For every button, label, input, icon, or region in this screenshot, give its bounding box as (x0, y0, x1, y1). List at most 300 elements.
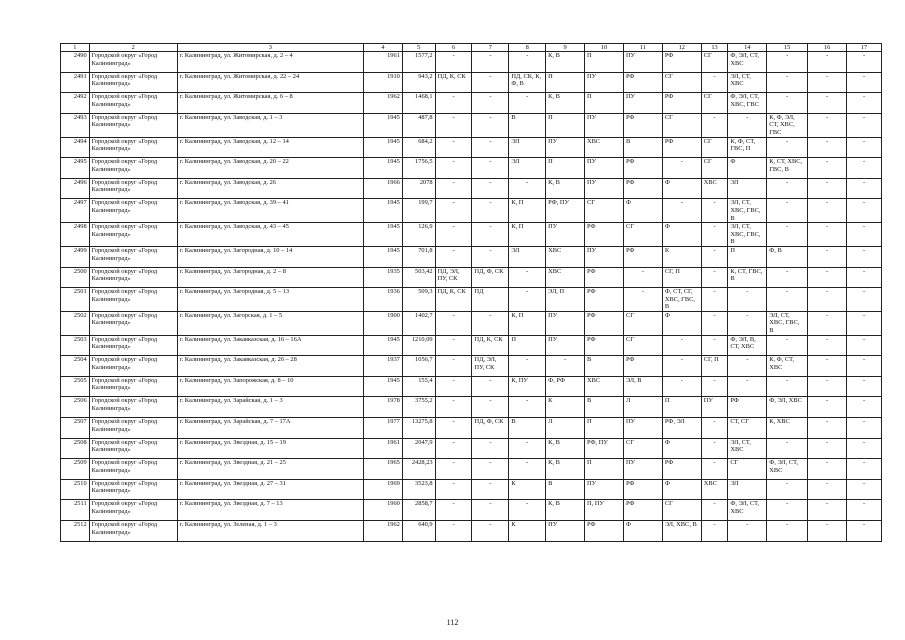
table-cell: 2490 (61, 52, 90, 73)
table-row (61, 93, 882, 114)
table-cell: 1577,2 (402, 52, 435, 73)
table-cell: РФ (662, 137, 701, 158)
column-header-4: 4 (363, 44, 402, 52)
table-cell: СГ (623, 335, 662, 356)
table-cell: 1937 (363, 356, 402, 377)
table-row (61, 288, 882, 312)
table-cell: ЭЛ (509, 137, 546, 158)
table-cell: - (808, 246, 847, 267)
table-cell: 1900 (363, 311, 402, 335)
table-cell: СГ (662, 113, 701, 137)
table-cell: 1962 (363, 521, 402, 542)
table-cell: СГ (701, 52, 728, 73)
table-cell: - (701, 199, 728, 223)
table-cell: - (847, 288, 882, 312)
table-cell: СГ (623, 438, 662, 459)
table-row (61, 438, 882, 459)
table-cell: ПД, ЭЛ, ПУ, СК (472, 356, 509, 377)
table-cell: - (847, 223, 882, 247)
table-cell: СГ, П (701, 356, 728, 377)
table-cell: СГ (623, 311, 662, 335)
table-cell: 126,9 (402, 223, 435, 247)
table-cell: ЭЛ, СТ, ХВС (728, 72, 767, 93)
table-cell: - (509, 356, 546, 377)
table-cell: - (472, 72, 509, 93)
column-header-1: 1 (61, 44, 90, 52)
column-header-10: 10 (585, 44, 624, 52)
table-cell: Ф, СТ, СГ, ХВС, ГВС, В (662, 288, 701, 312)
table-cell: Л (623, 397, 662, 418)
table-cell: 1756,5 (402, 158, 435, 179)
table-cell: ПУ (623, 52, 662, 73)
table-cell: - (767, 52, 808, 73)
table-cell: Городской округ «Город Калининград» (89, 113, 177, 137)
table-cell: 2503 (61, 335, 90, 356)
table-cell: Городской округ «Город Калининград» (89, 311, 177, 335)
table-cell: ЭЛ (509, 158, 546, 179)
table-cell: ПУ (546, 223, 585, 247)
table-cell: СГ (701, 137, 728, 158)
table-cell: 1945 (363, 137, 402, 158)
table-cell: г. Калининград, ул. Звездная, д. 15 – 19 (177, 438, 363, 459)
table-cell: ПУ (546, 311, 585, 335)
table-row (61, 267, 882, 288)
table-cell: Городской округ «Город Калининград» (89, 479, 177, 500)
table-cell: К, П (509, 311, 546, 335)
table-cell: 1402,7 (402, 311, 435, 335)
table-cell: ПД, СК, К, Ф, В (509, 72, 546, 93)
table-cell: - (767, 178, 808, 199)
table-cell: - (435, 356, 472, 377)
table-cell: - (847, 311, 882, 335)
table-cell: К, Ф, СТ, ГВС, П (728, 137, 767, 158)
table-cell: - (509, 178, 546, 199)
table-cell: Ф (728, 158, 767, 179)
table-cell: - (472, 479, 509, 500)
column-header-13: 13 (701, 44, 728, 52)
table-cell: К (509, 521, 546, 542)
table-cell: РФ (585, 288, 624, 312)
table-cell: - (662, 199, 701, 223)
table-row (61, 137, 882, 158)
table-cell: г. Калининград, ул. Заводская, д. 39 – 41 (177, 199, 363, 223)
table-cell: - (435, 246, 472, 267)
table-cell: - (808, 137, 847, 158)
table-cell: - (435, 500, 472, 521)
table-cell: ЭЛ, П (546, 288, 585, 312)
table-cell: Городской округ «Город Калининград» (89, 521, 177, 542)
table-cell: - (728, 356, 767, 377)
table-row (61, 459, 882, 480)
table-cell: Ф, ЭЛ, СТ, ХВС (728, 52, 767, 73)
table-cell: К, В (546, 459, 585, 480)
table-cell: - (808, 113, 847, 137)
table-cell: 2493 (61, 113, 90, 137)
table-cell: - (662, 158, 701, 179)
table-cell: 2510 (61, 479, 90, 500)
table-cell: 3755,2 (402, 397, 435, 418)
table-cell: - (435, 311, 472, 335)
table-cell: - (847, 267, 882, 288)
table-cell: Ф (662, 178, 701, 199)
table-cell: В (546, 479, 585, 500)
table-cell: - (808, 438, 847, 459)
register-table (60, 43, 882, 542)
table-cell: - (472, 158, 509, 179)
table-cell: - (808, 52, 847, 73)
table-cell: г. Калининград, ул. Звездная, д. 21 – 25 (177, 459, 363, 480)
table-cell: К, ПУ (509, 376, 546, 397)
table-cell: г. Калининград, ул. Зарайская, д. 7 – 17А (177, 418, 363, 439)
column-header-2: 2 (89, 44, 177, 52)
table-cell: - (472, 52, 509, 73)
table-cell: - (767, 521, 808, 542)
table-cell: П (585, 459, 624, 480)
table-cell: - (728, 521, 767, 542)
table-cell: ХВС (701, 479, 728, 500)
table-cell: ПД, Ф, СК (472, 418, 509, 439)
table-cell: СГ (623, 223, 662, 247)
table-cell: - (808, 479, 847, 500)
table-cell: ПУ (585, 178, 624, 199)
table-cell: - (767, 137, 808, 158)
table-cell: 2500 (61, 267, 90, 288)
table-cell: - (472, 311, 509, 335)
table-cell: 2498 (61, 223, 90, 247)
table-cell: - (509, 500, 546, 521)
table-cell: Ф, ЭЛ, В, СТ, ХВС (728, 335, 767, 356)
table-cell: 3523,8 (402, 479, 435, 500)
table-cell: 1056,7 (402, 356, 435, 377)
column-header-3: 3 (177, 44, 363, 52)
column-header-12: 12 (662, 44, 701, 52)
table-cell: 1960 (363, 500, 402, 521)
table-cell: - (546, 356, 585, 377)
table-cell: 1962 (363, 93, 402, 114)
table-cell: РФ (585, 335, 624, 356)
table-cell: 2501 (61, 288, 90, 312)
table-cell: - (435, 376, 472, 397)
table-cell: ПУ (585, 246, 624, 267)
table-cell: В (509, 113, 546, 137)
table-cell: 1210,09 (402, 335, 435, 356)
table-cell: - (472, 438, 509, 459)
table-cell: 2496 (61, 178, 90, 199)
table-cell: ЭЛ, СТ, ХВС, ГВС, В (728, 199, 767, 223)
table-cell: 2491 (61, 72, 90, 93)
table-cell: 1468,1 (402, 93, 435, 114)
table-cell: - (472, 376, 509, 397)
table-cell: - (808, 223, 847, 247)
table-cell: РФ, ПУ (546, 199, 585, 223)
table-cell: - (808, 199, 847, 223)
table-cell: - (472, 178, 509, 199)
table-cell: 1935 (363, 267, 402, 288)
table-cell: ПУ (701, 397, 728, 418)
table-cell: г. Калининград, ул. Загорская, д. 1 – 5 (177, 311, 363, 335)
table-cell: - (701, 72, 728, 93)
table-cell: - (701, 376, 728, 397)
table-cell: ПД, К, СК (435, 288, 472, 312)
table-cell: - (808, 158, 847, 179)
table-cell: г. Калининград, ул. Закавказская, д. 26 – 28 (177, 356, 363, 377)
table-cell: К, В (546, 438, 585, 459)
table-cell: ХВС (585, 137, 624, 158)
table-cell: - (472, 199, 509, 223)
table-cell: - (435, 113, 472, 137)
table-cell: СГ, П (662, 267, 701, 288)
table-cell: - (701, 521, 728, 542)
table-cell: К, В (546, 93, 585, 114)
table-cell: К, П (509, 223, 546, 247)
table-cell: - (808, 397, 847, 418)
table-cell: Городской округ «Город Калининград» (89, 93, 177, 114)
table-row (61, 113, 882, 137)
table-cell: ЭЛ (728, 178, 767, 199)
table-cell: СГ (662, 500, 701, 521)
table-cell: 2497 (61, 199, 90, 223)
column-header-6: 6 (435, 44, 472, 52)
table-cell: - (847, 52, 882, 73)
table-cell: 487,8 (402, 113, 435, 137)
table-cell: - (701, 267, 728, 288)
table-cell: - (701, 246, 728, 267)
table-cell: - (767, 376, 808, 397)
table-cell: г. Калининград, ул. Заводская, д. 26 (177, 178, 363, 199)
table-cell: - (767, 288, 808, 312)
table-cell: - (701, 459, 728, 480)
table-cell: - (808, 459, 847, 480)
table-cell: СГ (728, 459, 767, 480)
table-row (61, 72, 882, 93)
table-row (61, 356, 882, 377)
table-cell: К (662, 246, 701, 267)
table-cell: г. Калининград, ул. Звездная, д. 7 – 13 (177, 500, 363, 521)
table-cell: Городской округ «Город Калининград» (89, 288, 177, 312)
table-cell: - (847, 356, 882, 377)
table-cell: - (847, 335, 882, 356)
table-cell: Ф, ЭЛ, СТ, ХВС, ГВС (728, 93, 767, 114)
table-cell: - (808, 521, 847, 542)
table-cell: 1945 (363, 246, 402, 267)
table-cell: П (546, 72, 585, 93)
table-cell: РФ (728, 397, 767, 418)
table-cell: - (701, 335, 728, 356)
table-cell: - (808, 376, 847, 397)
table-cell: К, В (546, 178, 585, 199)
table-row (61, 500, 882, 521)
table-cell: ПД, ЭЛ, ПУ, СК (435, 267, 472, 288)
table-cell: ПУ (623, 93, 662, 114)
table-cell: В (585, 397, 624, 418)
table-cell: - (728, 311, 767, 335)
table-cell: РФ (623, 356, 662, 377)
table-cell: РФ (623, 178, 662, 199)
table-cell: Городской округ «Город Калининград» (89, 438, 177, 459)
table-row (61, 418, 882, 439)
table-cell: - (472, 246, 509, 267)
table-cell: - (435, 335, 472, 356)
table-cell: - (701, 418, 728, 439)
table-cell: - (472, 93, 509, 114)
column-header-11: 11 (623, 44, 662, 52)
table-cell: ПД, К, СК (472, 335, 509, 356)
table-cell: 2509 (61, 459, 90, 480)
table-cell: - (701, 223, 728, 247)
table-cell: 1945 (363, 113, 402, 137)
table-cell: - (847, 93, 882, 114)
table-cell: К, ХВС (767, 418, 808, 439)
table-cell: ХВС (701, 178, 728, 199)
table-cell: К, П (509, 199, 546, 223)
table-row (61, 335, 882, 356)
table-cell: 2504 (61, 356, 90, 377)
table-cell: 155,4 (402, 376, 435, 397)
table-cell: - (847, 438, 882, 459)
table-cell: - (662, 376, 701, 397)
table-cell: - (808, 93, 847, 114)
table-cell: 2495 (61, 158, 90, 179)
table-cell: Городской округ «Город Калининград» (89, 137, 177, 158)
table-cell: - (701, 500, 728, 521)
column-header-9: 9 (546, 44, 585, 52)
table-cell: К, В (546, 52, 585, 73)
table-cell: Ф (662, 223, 701, 247)
table-cell: ПД, К, СК (435, 72, 472, 93)
table-cell: - (472, 397, 509, 418)
table-cell: РФ (585, 267, 624, 288)
table-cell: - (728, 113, 767, 137)
table-cell: РФ (585, 223, 624, 247)
page-number: 112 (446, 618, 459, 627)
table-cell: - (509, 267, 546, 288)
table-cell: 2047,9 (402, 438, 435, 459)
table-row (61, 521, 882, 542)
table-cell: 2508 (61, 438, 90, 459)
table-cell: - (472, 500, 509, 521)
table-cell: г. Калининград, ул. Житомирская, д. 22 – 24 (177, 72, 363, 93)
table-cell: - (435, 459, 472, 480)
table-cell: 1910 (363, 72, 402, 93)
table-cell: 2492 (61, 93, 90, 114)
table-cell: Городской округ «Город Калининград» (89, 356, 177, 377)
table-cell: г. Калининград, ул. Звездная, д. 27 – 31 (177, 479, 363, 500)
table-cell: Городской округ «Город Калининград» (89, 158, 177, 179)
table-cell: СГ (701, 93, 728, 114)
table-row (61, 311, 882, 335)
table-cell: ПУ (623, 459, 662, 480)
table-cell: - (767, 93, 808, 114)
table-cell: 1945 (363, 376, 402, 397)
table-cell: 2507 (61, 418, 90, 439)
table-cell: 2078 (402, 178, 435, 199)
table-cell: - (767, 438, 808, 459)
table-cell: ПД (472, 288, 509, 312)
table-cell: - (509, 52, 546, 73)
table-cell: - (847, 199, 882, 223)
table-cell: 943,2 (402, 72, 435, 93)
table-cell: ПУ (546, 137, 585, 158)
table-cell: 1945 (363, 223, 402, 247)
table-cell: СТ, СГ (728, 418, 767, 439)
table-cell: - (435, 438, 472, 459)
table-cell: - (509, 459, 546, 480)
table-cell: - (808, 418, 847, 439)
table-cell: Городской округ «Город Калининград» (89, 267, 177, 288)
table-cell: ЭЛ, СТ, ХВС, ГВС, В (767, 311, 808, 335)
table-cell: 1977 (363, 418, 402, 439)
table-cell: 684,2 (402, 137, 435, 158)
table-cell: - (701, 438, 728, 459)
table-cell: - (808, 178, 847, 199)
table-row (61, 158, 882, 179)
table-cell: - (472, 137, 509, 158)
table-cell: - (767, 267, 808, 288)
table-cell: - (847, 178, 882, 199)
table-row (61, 178, 882, 199)
table-cell: П (546, 113, 585, 137)
table-cell: - (808, 311, 847, 335)
table-cell: П (585, 418, 624, 439)
table-cell: 1945 (363, 335, 402, 356)
table-cell: г. Калининград, ул. Заводская, д. 43 – 45 (177, 223, 363, 247)
table-cell: - (767, 500, 808, 521)
table-cell: 2512 (61, 521, 90, 542)
table-cell: - (728, 288, 767, 312)
table-cell: ЭЛ (728, 479, 767, 500)
table-cell: - (623, 267, 662, 288)
table-cell: РФ (585, 311, 624, 335)
column-header-8: 8 (509, 44, 546, 52)
table-cell: - (767, 335, 808, 356)
table-cell: Городской округ «Город Калининград» (89, 335, 177, 356)
table-cell: - (847, 418, 882, 439)
table-cell: г. Калининград, ул. Заводская, д. 1 – 3 (177, 113, 363, 137)
table-cell: РФ (623, 158, 662, 179)
table-cell: 1966 (363, 178, 402, 199)
table-cell: 1961 (363, 52, 402, 73)
table-cell: 2505 (61, 376, 90, 397)
table-cell: ПУ (546, 335, 585, 356)
table-cell: - (847, 500, 882, 521)
table-cell: - (808, 335, 847, 356)
table-cell: ПУ (585, 479, 624, 500)
table-cell: К (509, 479, 546, 500)
table-cell: - (435, 93, 472, 114)
table-cell: РФ, ПУ (585, 438, 624, 459)
table-cell: РФ (623, 500, 662, 521)
table-cell: К, СТ, ХВС, ГВС, В (767, 158, 808, 179)
table-cell: 2858,7 (402, 500, 435, 521)
table-cell: - (847, 479, 882, 500)
table-cell: - (509, 397, 546, 418)
table-cell: СГ (585, 199, 624, 223)
table-cell: 1961 (363, 438, 402, 459)
table-cell: - (509, 438, 546, 459)
table-cell: 503,42 (402, 267, 435, 288)
table-cell: - (701, 288, 728, 312)
table-cell: К, СТ, ГВС, В (728, 267, 767, 288)
table-cell: Городской округ «Город Калининград» (89, 72, 177, 93)
table-cell: Ф, ЭЛ, СТ, ХВС (728, 500, 767, 521)
table-row (61, 52, 882, 73)
table-cell: П (728, 246, 767, 267)
table-cell: РФ (662, 459, 701, 480)
table-cell: г. Калининград, ул. Житомирская, д. 6 – 8 (177, 93, 363, 114)
table-cell: РФ (623, 246, 662, 267)
table-cell: Городской округ «Город Калининград» (89, 178, 177, 199)
table-cell: - (472, 521, 509, 542)
